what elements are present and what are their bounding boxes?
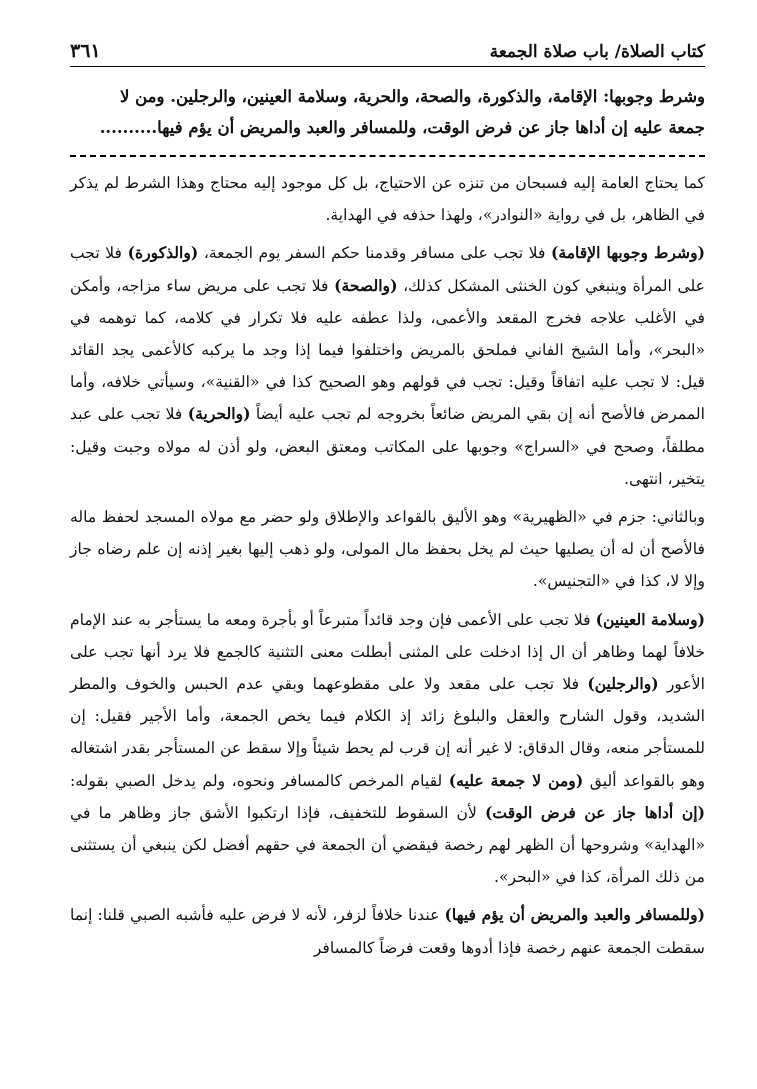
commentary-text: فلا تجب على مريض ساء مزاجه، وأمكن في الأغلب علاجه فخرج المقعد والأعمى، ولذا عطفه عليه فلا تكرار في كلامه، كما توهمه في «البحر»، وأما الشيخ الفاني فملحق بالمريض واختلفوا فيما إذا وجد ما يركبه كالأعمى يجد القائد قيل: لا تجب عليه اتفاقاً وقيل: تجب في قولهم وهو الصحيح كذا في «القنية»، وسيأتي خلافه، وأما الممرض فالأصح أنه إن بقي المريض ضائعاً بخروجه لم تجب عليه أيضاً — [70, 276, 706, 424]
running-title: كتاب الصلاة/ باب صلاة الجمعة — [489, 42, 705, 62]
commentary-text: فلا تجب على الأعمى فإن وجد قائداً متبرعاً أو بأجرة ومعه ما يستأجر به عند الإمام خلافاً لهما وظاهر أن ال إذا ادخلت على المثنى أبطلت معنى التثنية كالجمع فلا يرد أنها تجب على الأعور — [70, 610, 706, 694]
quoted-matn: (والصحة) — [334, 275, 398, 295]
quoted-matn: (وسلامة العينين) — [595, 609, 705, 629]
quoted-matn: (والحرية) — [187, 404, 251, 424]
quoted-matn: (ومن لا جمعة عليه) — [448, 770, 584, 790]
quoted-matn: (والذكورة) — [127, 243, 199, 263]
dashed-separator — [70, 155, 705, 157]
commentary — [70, 167, 705, 964]
quoted-matn: (إن أداها جاز عن فرض الوقت) — [485, 802, 705, 822]
commentary-text: فلا تجب على عبد مطلقاً، وصحح في «السراج» وجوبها على المكاتب ومعتق البعض، ولو أذن له مولاه وجبت وقيل: يتخير، انتهى. — [70, 405, 705, 488]
commentary-text: فلا تجب على مسافر وقدمنا حكم السفر يوم الجمعة، — [198, 244, 551, 263]
commentary-paragraph — [70, 237, 705, 495]
commentary-paragraph: وبالثاني: جزم في «الظهيرية» وهو الأليق بالقواعد والإطلاق ولو حضر مع مولاه المسجد لحفظ ماله فالأصح أن له أن يصليها حيث لم يخل بحفظ مال المولى، ولو ذهب إليها بغير إذنه إن علم رضاه جاز وإلا لا، كذا في «التجنيس». — [70, 508, 705, 591]
page-header — [70, 40, 705, 62]
commentary-paragraph — [70, 604, 705, 894]
quoted-matn: (والرجلين) — [587, 674, 659, 694]
quoted-matn: (وللمسافر والعبد والمريض أن يؤم فيها) — [444, 905, 706, 925]
commentary-text: فلا تجب على المرأة وينبغي كون الخنثى المشكل كذلك، — [70, 244, 705, 295]
commentary-paragraph — [70, 899, 705, 963]
header-rule — [70, 66, 705, 67]
main-text-line: وشرط وجوبها: الإقامة، والذكورة، والصحة، والحرية، وسلامة العينين، والرجلين. ومن لا — [119, 87, 705, 106]
commentary-paragraph: كما يحتاج العامة إليه فسبحان من تنزه عن الاحتياج، بل كل موجود إليه محتاج وهذا الشرط لم يذكر في الظاهر، بل في رواية «النوادر»، ولهذا حذفه في الهداية. — [70, 174, 705, 225]
commentary-text: فلا تجب على مقعد ولا على مقطوعهما وبقي عدم الحبس والخوف والمطر الشديد، وقول الشارح والعقل والبلوغ زائد إذ الكلام فيما يخص الجمعة، وأما الأجير فقيل: إن للمستأجر منعه، وقال الدقاق: لا غير أنه إن قرب لم يحط شيئاً وإلا سقط عن المستأجر بقدر اشتغاله وهو بالقواعد أليق — [70, 675, 705, 790]
commentary-text: لأن السقوط للتخفيف، فإذا ارتكبوا الأشق جاز وظاهر ما في «الهداية» وشروحها أن الظهر لهم رخصة فيقضي أن الجمعة في حقهم أفضل لكن ينبغي أن يستثنى من ذلك المرأة، كذا في «البحر». — [70, 803, 705, 887]
commentary-text: لقيام المرخص كالمسافر ونحوه، ولم يدخل الصبي بقوله: — [70, 771, 449, 790]
main-text — [70, 81, 705, 143]
main-text-line: جمعة عليه إن أداها جاز عن فرض الوقت، وللمسافر والعبد والمريض أن يؤم فيها.......... — [99, 118, 705, 137]
commentary-text: عندنا خلافاً لزفر، لأنه لا فرض عليه فأشبه الصبي قلنا: إنما سقطت الجمعة عنهم رخصة فإذا أدوها وقعت فرضاً كالمسافر — [70, 906, 705, 957]
page-number: ٣٦١ — [70, 40, 101, 62]
quoted-matn: (وشرط وجوبها الإقامة) — [550, 243, 706, 263]
